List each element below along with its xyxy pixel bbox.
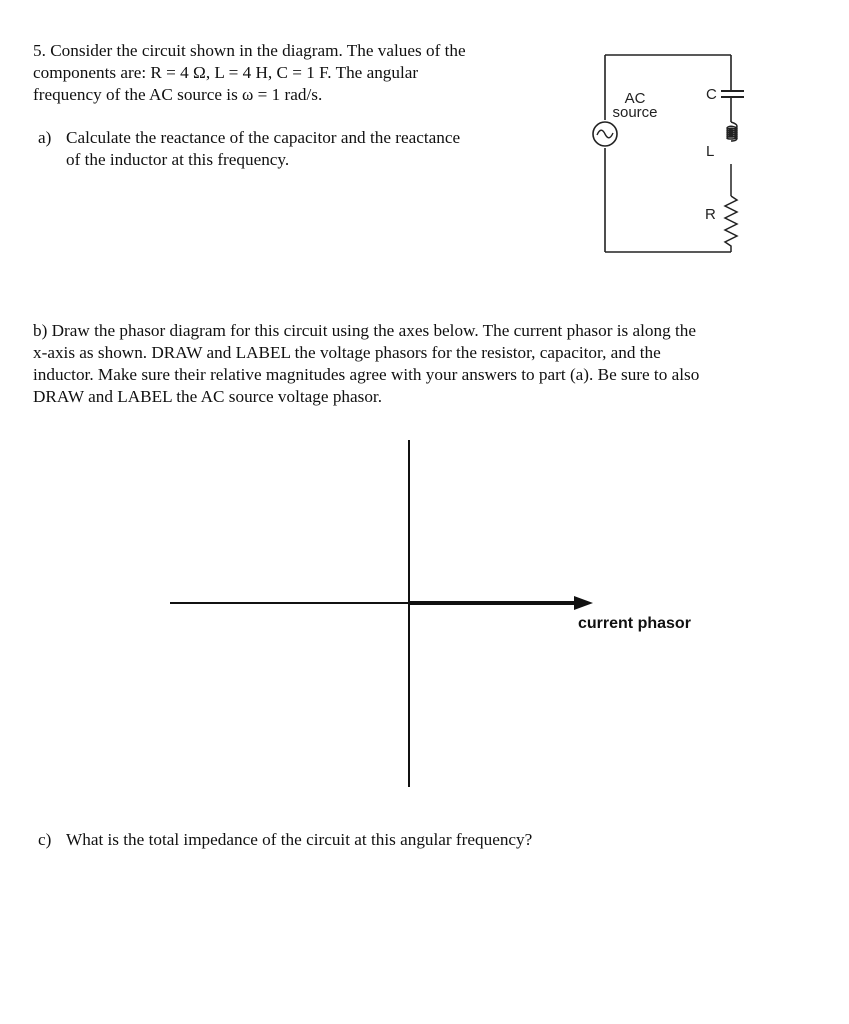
inductor-label: L [706, 143, 715, 160]
problem-intro-line-1: 5. Consider the circuit shown in the diagram. The values of the [33, 41, 466, 60]
part-b-line-2: x-axis as shown. DRAW and LABEL the voltage phasors for the resistor, capacitor, and the [33, 343, 661, 362]
resistor-label: R [705, 206, 716, 223]
part-b-line-4: DRAW and LABEL the AC source voltage phasor. [33, 387, 382, 406]
part-b-line-1: b) Draw the phasor diagram for this circuit using the axes below. The current phasor is along the [33, 321, 696, 340]
part-b-line-3: inductor. Make sure their relative magnitudes agree with your answers to part (a). Be sure to also [33, 365, 700, 384]
current-phasor-arrowhead [574, 596, 593, 610]
problem-intro-line-3: frequency of the AC source is ω = 1 rad/s. [33, 85, 323, 104]
capacitor-label: C [706, 86, 717, 103]
part-c-label: c) [38, 830, 52, 849]
ac-source-label-line-1: AC [624, 90, 646, 107]
part-a-line-2: of the inductor at this frequency. [66, 150, 290, 169]
part-a-label: a) [38, 128, 52, 147]
current-phasor-label: current phasor [578, 615, 691, 632]
problem-intro-line-2: components are: R = 4 Ω, L = 4 H, C = 1 F. The angular [33, 63, 419, 82]
part-c-text: What is the total impedance of the circuit at this angular frequency? [66, 830, 533, 849]
part-a-line-1: Calculate the reactance of the capacitor and the reactance [66, 128, 461, 147]
ac-source-label-line-2: source [612, 104, 658, 121]
